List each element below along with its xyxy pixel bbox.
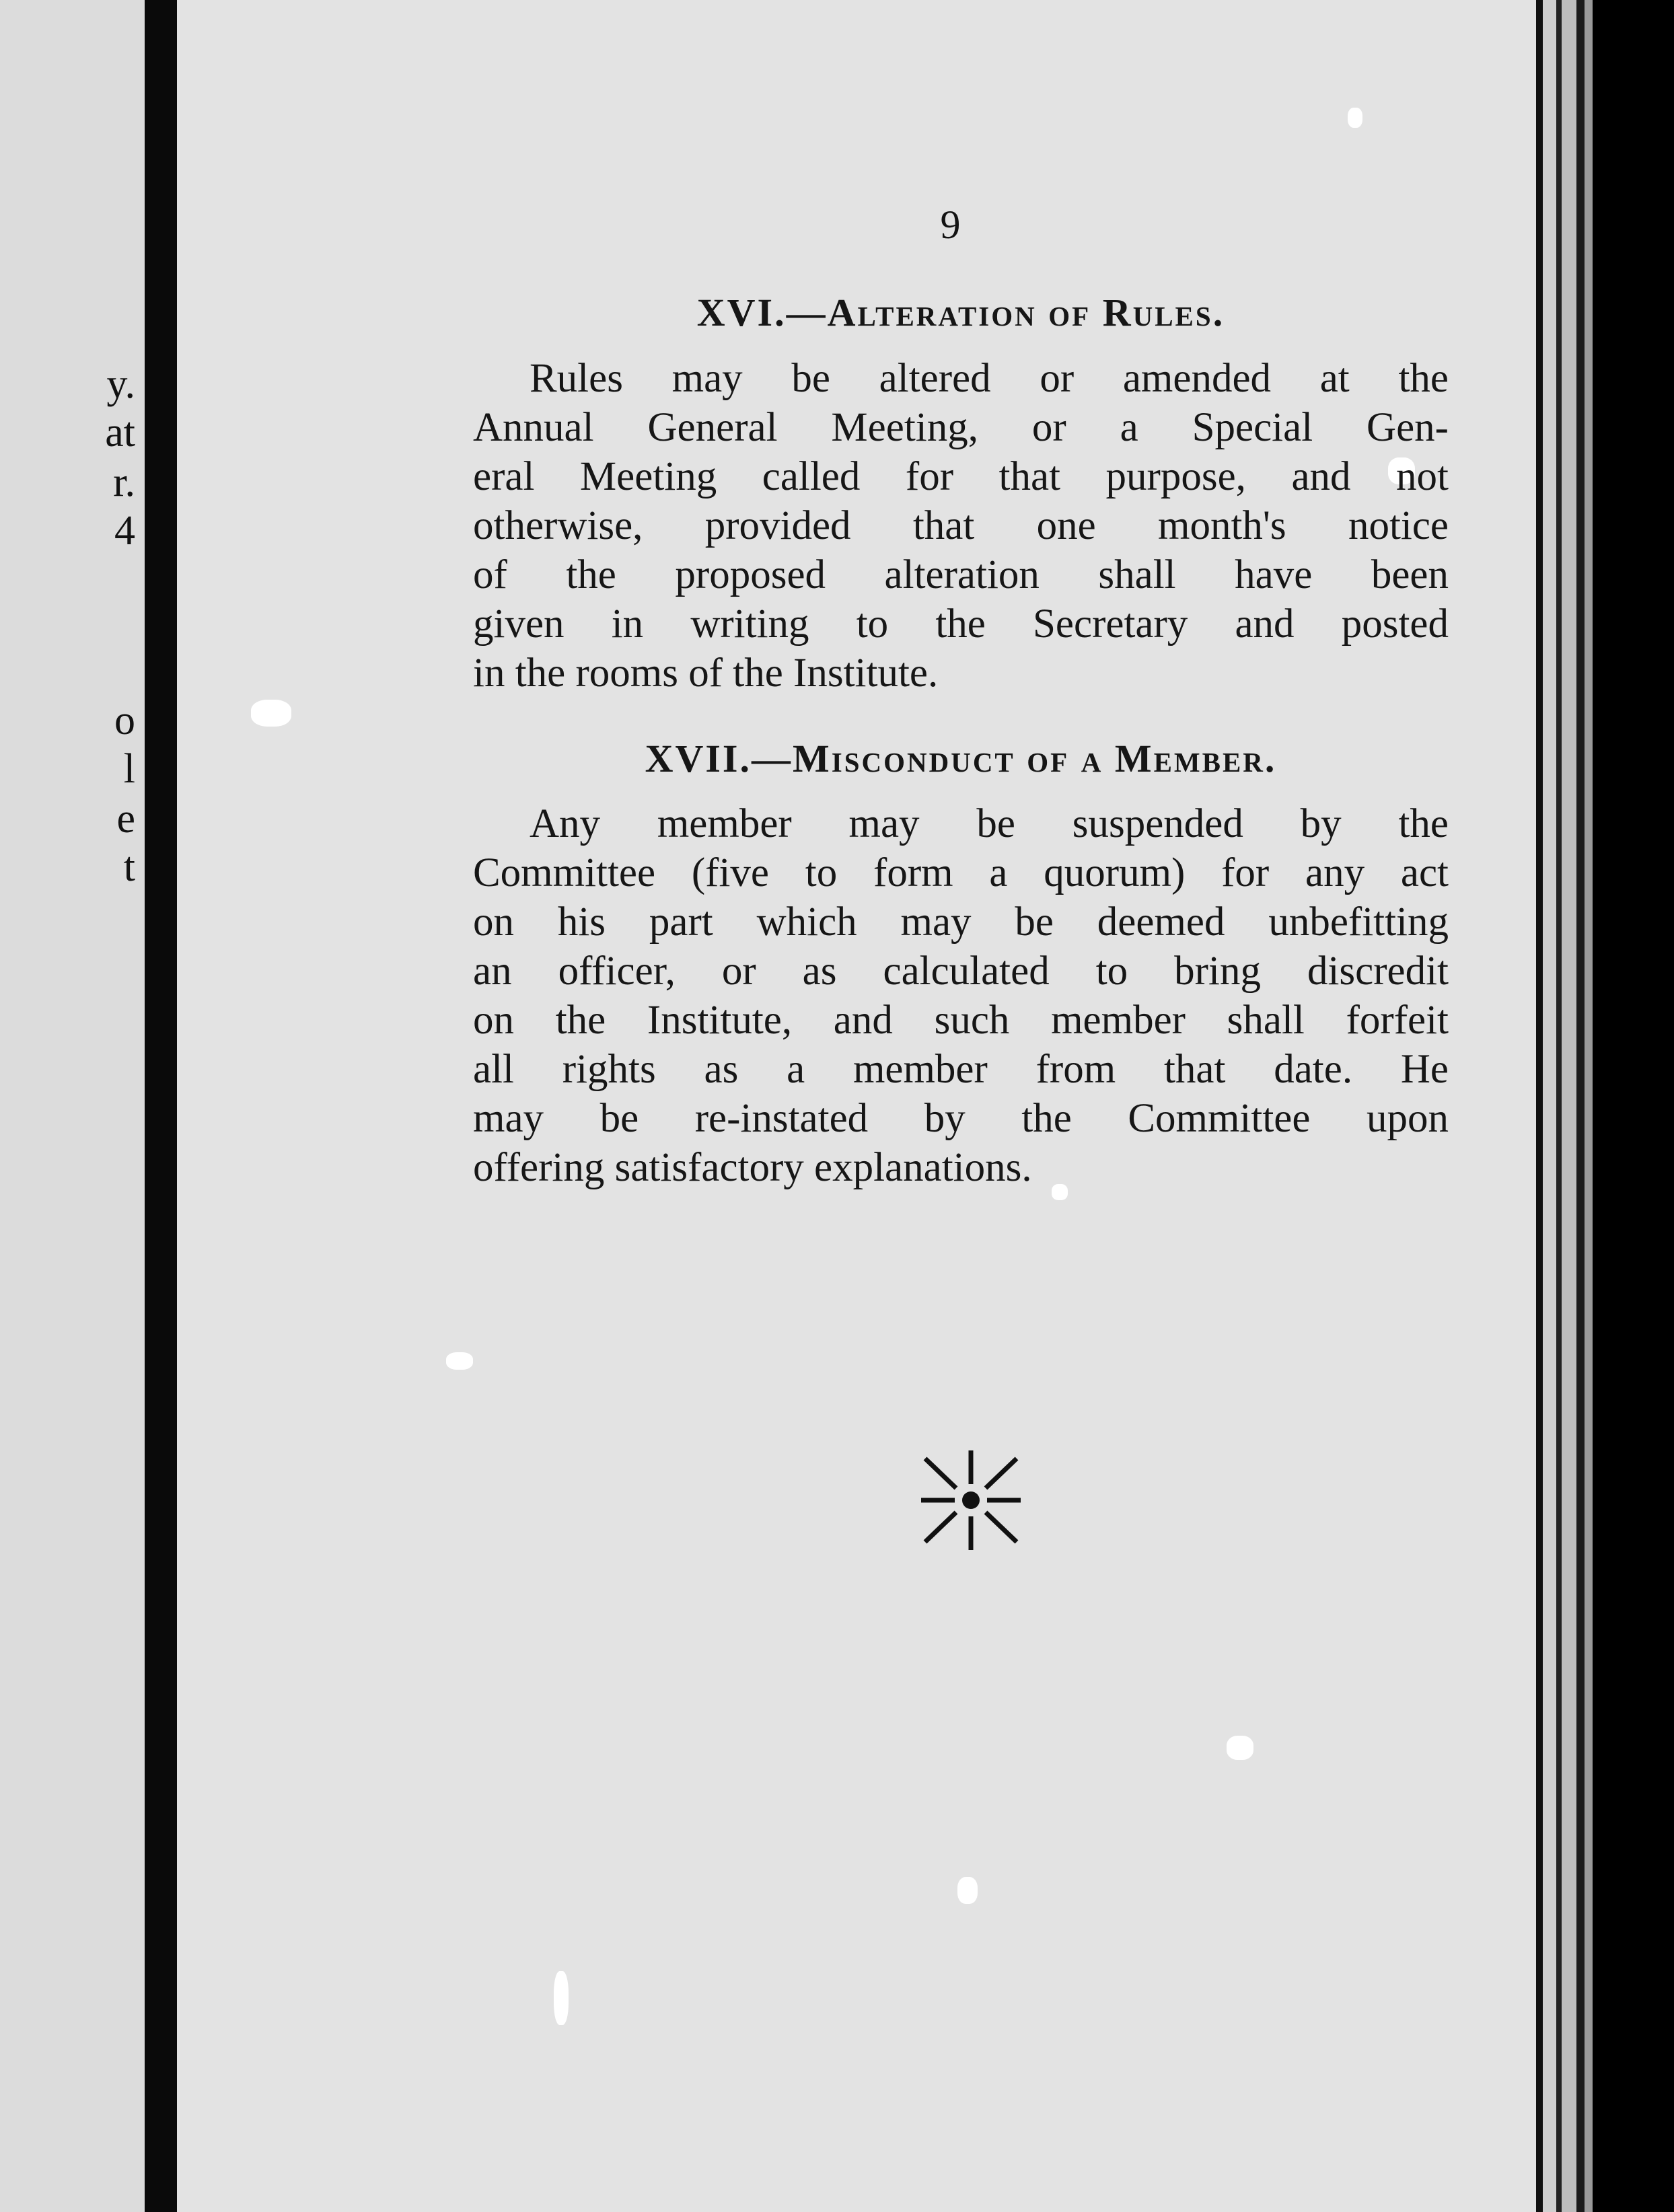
rule-section — [473, 735, 1449, 1193]
page-stack-edge — [1536, 0, 1674, 2212]
left-page-fragment: l — [123, 746, 135, 792]
book-gutter — [145, 0, 177, 2212]
text-line: Committee (five to form a quorum) for any act — [473, 850, 1449, 896]
text-line: eral Meeting called for that purpose, and not — [473, 453, 1449, 499]
paper-speck — [554, 1971, 569, 2025]
rule-section — [473, 289, 1449, 698]
book-page — [177, 0, 1536, 2212]
paper-speck — [1227, 1736, 1253, 1760]
section-title: Alteration of Rules. — [827, 291, 1225, 334]
paper-speck — [251, 700, 291, 727]
text-line: otherwise, provided that one month's notice — [473, 503, 1449, 548]
paper-speck — [446, 1352, 473, 1370]
section-title: Misconduct of a Member. — [793, 736, 1277, 780]
left-page-fragment: t — [123, 844, 135, 890]
left-page-fragment: 4 — [114, 508, 135, 554]
left-page-fragment: y. — [106, 361, 135, 407]
text-line: on his part which may be deemed unbefitting — [473, 899, 1449, 945]
page-text — [473, 289, 1449, 1192]
text-line: Rules may be altered or amended at the — [530, 355, 1449, 401]
paper-speck — [957, 1877, 978, 1904]
text-line: Annual General Meeting, or a Special Gen- — [473, 404, 1449, 450]
text-line: an officer, or as calculated to bring discredit — [473, 949, 1449, 994]
section-number: XVI.— — [696, 291, 828, 334]
previous-page-edge — [0, 0, 145, 2212]
section-paragraph — [473, 354, 1449, 698]
text-line: of the proposed alteration shall have been — [473, 552, 1449, 597]
section-heading — [473, 289, 1449, 336]
section-number: XVII.— — [645, 736, 793, 780]
left-page-fragment: e — [116, 796, 135, 842]
text-line: Any member may be suspended by the — [530, 801, 1449, 847]
text-line: offering satisfactory explanations. — [473, 1145, 1032, 1191]
text-line: all rights as a member from that date. He — [473, 1047, 1449, 1093]
text-line: on the Institute, and such member shall forfeit — [473, 998, 1449, 1043]
page-number: 9 — [940, 202, 961, 247]
text-line: in the rooms of the Institute. — [473, 650, 939, 696]
left-page-fragment: r. — [113, 459, 135, 505]
paper-speck — [1348, 108, 1362, 128]
asterisk-star-ornament-icon — [917, 1446, 1025, 1554]
text-line: may be re-instated by the Committee upon — [473, 1096, 1449, 1142]
text-line: given in writing to the Secretary and posted — [473, 601, 1449, 647]
left-page-fragment: at — [105, 410, 135, 455]
section-paragraph — [473, 799, 1449, 1192]
left-page-fragment: o — [114, 698, 135, 743]
section-heading — [473, 735, 1449, 782]
